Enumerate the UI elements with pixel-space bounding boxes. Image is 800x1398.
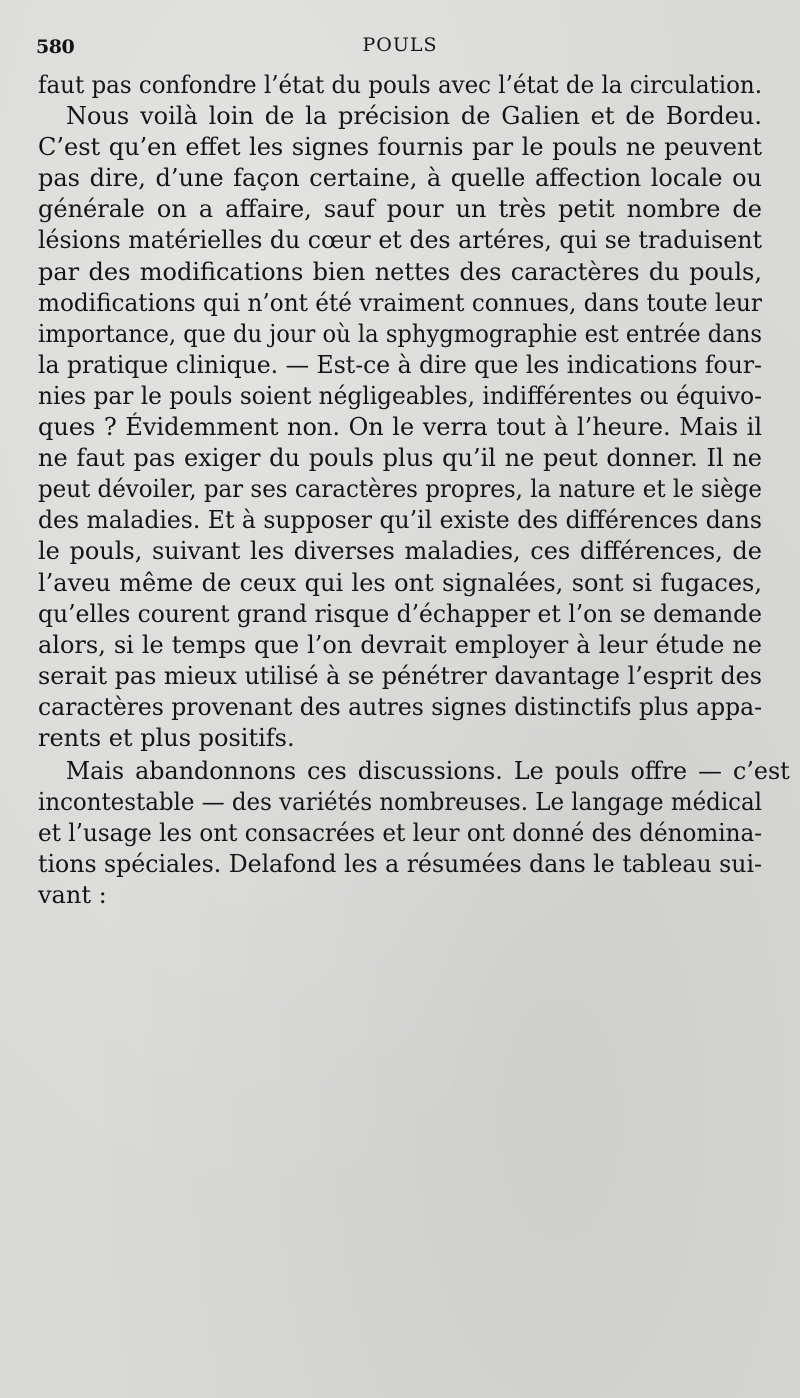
text-line: lésions matérielles du cœur et des artéres, qui se traduisent (38, 226, 762, 255)
text-line: Mais abandonnons ces discussions. Le pouls offre — c’est (65, 757, 790, 786)
text-line: générale on a affaire, sauf pour un très petit nombre de (38, 195, 762, 224)
page-number: 580 (36, 36, 75, 58)
text-line: ne faut pas exiger du pouls plus qu’il ne peut donner. Il ne (38, 444, 762, 473)
page-header (36, 30, 764, 60)
running-head: POULS (362, 34, 438, 56)
text-line: faut pas confondre l’état du pouls avec l’état de la circulation. (38, 71, 762, 99)
text-line: l’aveu même de ceux qui les ont signalées, sont si fugaces, (38, 568, 762, 597)
text-line: serait pas mieux utilisé à se pénétrer davantage l’esprit des (38, 661, 762, 690)
text-line: C’est qu’en effet les signes fournis par le pouls ne peuvent (38, 133, 762, 162)
text-line: ques ? Évidemment non. On le verra tout à l’heure. Mais il (38, 413, 762, 442)
text-line: modifications qui n’ont été vraiment connues, dans toute leur (38, 288, 762, 317)
text-line: importance, que du jour où la sphygmographie est entrée dans (38, 319, 762, 348)
text-line: incontestable — des variétés nombreuses. Le langage médical (38, 788, 762, 817)
text-line: le pouls, suivant les diverses maladies, ces différences, de (38, 537, 762, 566)
text-line: la pratique clinique. — Est-ce à dire que les indications four- (38, 350, 762, 379)
text-line: rents et plus positifs. (38, 723, 295, 752)
text-line: nies par le pouls soient négligeables, indifférentes ou équivo- (38, 381, 762, 410)
text-line: tions spéciales. Delafond les a résumées dans le tableau sui- (38, 850, 762, 879)
text-line: alors, si le temps que l’on devrait employer à leur étude ne (38, 630, 762, 659)
text-line: et l’usage les ont consacrées et leur ont donné des dénomina- (38, 819, 762, 848)
text-line: pas dire, d’une façon certaine, à quelle affection locale ou (38, 164, 762, 193)
text-line: peut dévoiler, par ses caractères propres, la nature et le siège (38, 475, 762, 504)
text-line: des maladies. Et à supposer qu’il existe des différences dans (38, 506, 762, 535)
text-line: par des modifications bien nettes des caractères du pouls, (38, 257, 762, 286)
body-text (38, 70, 790, 912)
text-line: Nous voilà loin de la précision de Galien et de Bordeu. (66, 102, 762, 131)
text-line: qu’elles courent grand risque d’échapper et l’on se demande (38, 599, 762, 628)
text-line: vant : (38, 881, 107, 910)
text-line: caractères provenant des autres signes distinctifs plus appa- (38, 692, 762, 721)
